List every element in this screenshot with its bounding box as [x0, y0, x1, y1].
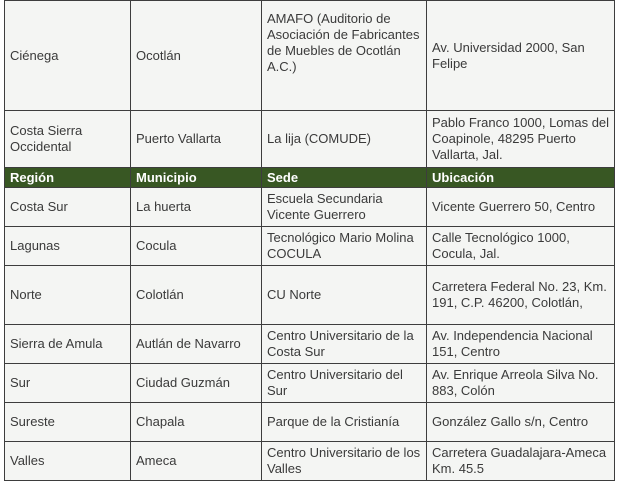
sede-cell: Centro Universitario de los Valles	[262, 442, 427, 481]
sedes-table	[4, 0, 615, 481]
table-row	[5, 111, 615, 168]
table-row	[5, 442, 615, 481]
ubicacion-cell: González Gallo s/n, Centro	[427, 403, 615, 442]
table-row	[5, 266, 615, 325]
municipio-cell: Puerto Vallarta	[131, 111, 262, 168]
region-cell: Sierra de Amula	[5, 325, 131, 364]
region-cell: Ciénega	[5, 1, 131, 111]
region-cell: Sur	[5, 364, 131, 403]
sede-cell: CU Norte	[262, 266, 427, 325]
ubicacion-cell: Carretera Guadalajara-Ameca Km. 45.5	[427, 442, 615, 481]
municipio-cell: Colotlán	[131, 266, 262, 325]
municipio-cell: Chapala	[131, 403, 262, 442]
region-cell: Valles	[5, 442, 131, 481]
header-ubicacion: Ubicación	[427, 168, 615, 188]
municipio-cell: Ameca	[131, 442, 262, 481]
sede-cell: Centro Universitario del Sur	[262, 364, 427, 403]
region-cell: Costa Sierra Occidental	[5, 111, 131, 168]
municipio-cell: La huerta	[131, 188, 262, 227]
table-row	[5, 188, 615, 227]
ubicacion-cell: Vicente Guerrero 50, Centro	[427, 188, 615, 227]
ubicacion-cell: Av. Independencia Nacional 151, Centro	[427, 325, 615, 364]
region-cell: Lagunas	[5, 227, 131, 266]
sede-cell: Tecnológico Mario Molina COCULA	[262, 227, 427, 266]
sede-cell: Parque de la Cristianía	[262, 403, 427, 442]
table-row	[5, 364, 615, 403]
sede-cell: Centro Universitario de la Costa Sur	[262, 325, 427, 364]
sedes-table-container	[4, 0, 614, 481]
sede-cell: Escuela Secundaria Vicente Guerrero	[262, 188, 427, 227]
municipio-cell: Cocula	[131, 227, 262, 266]
ubicacion-cell: Calle Tecnológico 1000, Cocula, Jal.	[427, 227, 615, 266]
region-cell: Costa Sur	[5, 188, 131, 227]
region-cell: Norte	[5, 266, 131, 325]
ubicacion-cell: Av. Enrique Arreola Silva No. 883, Colón	[427, 364, 615, 403]
sede-cell: La lija (COMUDE)	[262, 111, 427, 168]
table-row	[5, 227, 615, 266]
header-municipio: Municipio	[131, 168, 262, 188]
table-row	[5, 1, 615, 111]
sede-cell: AMAFO (Auditorio de Asociación de Fabricantes de Muebles de Ocotlán A.C.)	[262, 1, 427, 111]
table-header-row	[5, 168, 615, 188]
ubicacion-cell: Carretera Federal No. 23, Km. 191, C.P. 46200, Colotlán,	[427, 266, 615, 325]
ubicacion-cell: Pablo Franco 1000, Lomas del Coapinole, 48295 Puerto Vallarta, Jal.	[427, 111, 615, 168]
table-row	[5, 325, 615, 364]
header-region: Región	[5, 168, 131, 188]
municipio-cell: Autlán de Navarro	[131, 325, 262, 364]
ubicacion-cell: Av. Universidad 2000, San Felipe	[427, 1, 615, 111]
region-cell: Sureste	[5, 403, 131, 442]
table-row	[5, 403, 615, 442]
municipio-cell: Ciudad Guzmán	[131, 364, 262, 403]
municipio-cell: Ocotlán	[131, 1, 262, 111]
header-sede: Sede	[262, 168, 427, 188]
